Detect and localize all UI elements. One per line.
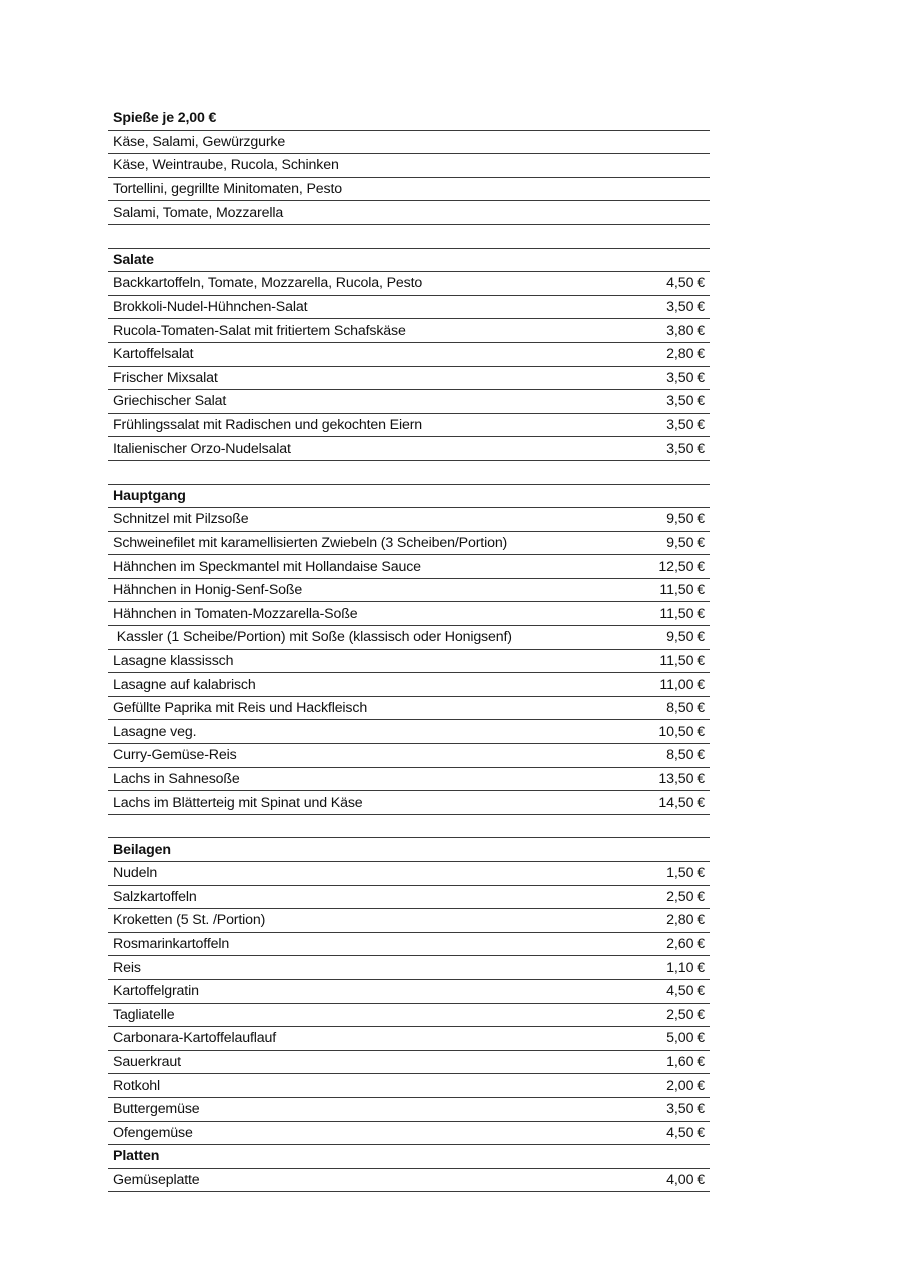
menu-item-name: Griechischer Salat (113, 393, 227, 410)
section-header (108, 249, 710, 273)
menu-item-row (108, 131, 710, 155)
menu-section-salate (108, 249, 710, 485)
section-title: Beilagen (113, 841, 171, 858)
menu-item-price: 3,50 € (666, 299, 705, 316)
menu-item-name: Frühlingssalat mit Radischen und gekochten Eiern (113, 417, 423, 434)
menu-item-row (108, 343, 710, 367)
menu-item-row (108, 862, 710, 886)
menu-item-name: Salzkartoffeln (113, 888, 197, 905)
menu-item-name: Sauerkraut (113, 1054, 181, 1071)
menu-item-price: 11,50 € (659, 605, 705, 622)
section-header (108, 107, 710, 131)
menu-item-name: Lachs im Blätterteig mit Spinat und Käse (113, 794, 363, 811)
menu-item-row (108, 579, 710, 603)
menu-item-price: 8,50 € (666, 700, 705, 717)
menu-item-name: Lasagne auf kalabrisch (113, 676, 256, 693)
menu-item-price: 11,00 € (659, 676, 705, 693)
menu-item-name: Rosmarinkartoffeln (113, 936, 230, 953)
menu-item-name: Hähnchen in Honig-Senf-Soße (113, 582, 303, 599)
menu-item-row (108, 296, 710, 320)
menu-item-price: 4,50 € (666, 275, 705, 292)
menu-item-name: Backkartoffeln, Tomate, Mozzarella, Rucola, Pesto (113, 275, 423, 292)
menu-item-name: Kroketten (5 St. /Portion) (113, 912, 266, 929)
menu-item-row (108, 744, 710, 768)
menu-item-name: Rucola-Tomaten-Salat mit fritiertem Schafskäse (113, 322, 406, 339)
blank-separator-row (108, 815, 710, 839)
section-header (108, 1145, 710, 1169)
menu-item-row (108, 1004, 710, 1028)
menu-item-name: Salami, Tomate, Mozzarella (113, 204, 284, 221)
menu-item-price: 13,50 € (658, 770, 705, 787)
menu-item-price: 4,50 € (666, 1124, 705, 1141)
menu-item-row (108, 1122, 710, 1146)
menu-item-row (108, 1051, 710, 1075)
menu-item-row (108, 437, 710, 461)
menu-item-price: 3,50 € (666, 369, 705, 386)
menu-item-name: Brokkoli-Nudel-Hühnchen-Salat (113, 299, 308, 316)
menu-item-name: Käse, Weintraube, Rucola, Schinken (113, 157, 339, 174)
menu-item-name: Buttergemüse (113, 1101, 200, 1118)
menu-item-price: 2,00 € (666, 1077, 705, 1094)
menu-item-name: Hähnchen in Tomaten-Mozzarella-Soße (113, 605, 358, 622)
menu-item-price: 9,50 € (666, 511, 705, 528)
menu-item-name: Nudeln (113, 865, 158, 882)
menu-item-price: 2,50 € (666, 888, 705, 905)
menu-item-price: 2,80 € (666, 346, 705, 363)
menu-item-price: 4,00 € (666, 1172, 705, 1189)
menu-item-name: Rotkohl (113, 1077, 161, 1094)
menu-item-row (108, 390, 710, 414)
menu-section-beilagen (108, 838, 710, 1145)
menu-item-row (108, 720, 710, 744)
menu-item-row (108, 933, 710, 957)
menu-item-price: 3,50 € (666, 1101, 705, 1118)
menu-item-row (108, 201, 710, 225)
menu-item-name: Kassler (1 Scheibe/Portion) mit Soße (klassisch oder Honigsenf) (113, 629, 512, 646)
menu-item-name: Curry-Gemüse-Reis (113, 747, 237, 764)
menu-item-price: 2,80 € (666, 912, 705, 929)
menu-item-name: Ofengemüse (113, 1124, 193, 1141)
menu-item-name: Schweinefilet mit karamellisierten Zwiebeln (3 Scheiben/Portion) (113, 534, 508, 551)
menu-item-name: Lasagne veg. (113, 723, 197, 740)
menu-item-row (108, 697, 710, 721)
menu-item-name: Tortellini, gegrillte Minitomaten, Pesto (113, 181, 342, 198)
menu-item-row (108, 272, 710, 296)
menu-item-name: Käse, Salami, Gewürzgurke (113, 133, 286, 150)
menu-item-row (108, 1169, 710, 1193)
menu-item-price: 3,50 € (666, 417, 705, 434)
menu-item-row (108, 178, 710, 202)
menu-item-name: Gefüllte Paprika mit Reis und Hackfleisch (113, 700, 368, 717)
menu-item-price: 3,50 € (666, 440, 705, 457)
section-title: Hauptgang (113, 487, 186, 504)
menu-item-price: 1,10 € (666, 959, 705, 976)
menu-item-name: Kartoffelsalat (113, 346, 194, 363)
menu-item-price: 5,00 € (666, 1030, 705, 1047)
section-header (108, 485, 710, 509)
menu-item-price: 1,60 € (666, 1054, 705, 1071)
menu-item-row (108, 956, 710, 980)
menu-item-name: Tagliatelle (113, 1006, 175, 1023)
menu-item-price: 2,50 € (666, 1006, 705, 1023)
menu-section-spiee (108, 107, 710, 249)
menu-item-price: 11,50 € (659, 582, 705, 599)
blank-separator-row (108, 225, 710, 249)
menu-item-row (108, 791, 710, 815)
menu-item-name: Lasagne klassissch (113, 652, 234, 669)
menu-section-platten (108, 1145, 710, 1192)
menu-item-row (108, 555, 710, 579)
menu-item-row (108, 650, 710, 674)
menu-item-name: Reis (113, 959, 141, 976)
menu-item-row (108, 673, 710, 697)
menu-item-name: Kartoffelgratin (113, 983, 199, 1000)
menu-section-hauptgang (108, 485, 710, 839)
menu-item-price: 3,80 € (666, 322, 705, 339)
menu-item-row (108, 367, 710, 391)
blank-separator-row (108, 461, 710, 485)
menu-item-name: Gemüseplatte (113, 1172, 200, 1189)
menu-item-price: 2,60 € (666, 936, 705, 953)
section-title: Platten (113, 1148, 160, 1165)
menu-item-row (108, 154, 710, 178)
menu-item-name: Lachs in Sahnesoße (113, 770, 240, 787)
menu-item-row (108, 1027, 710, 1051)
menu-item-price: 14,50 € (658, 794, 705, 811)
menu-item-row (108, 1098, 710, 1122)
menu-item-row (108, 508, 710, 532)
menu-item-name: Schnitzel mit Pilzsoße (113, 511, 249, 528)
section-title: Spieße je 2,00 € (113, 110, 217, 127)
menu-price-list (108, 107, 710, 1192)
menu-item-price: 8,50 € (666, 747, 705, 764)
menu-item-price: 4,50 € (666, 983, 705, 1000)
menu-item-price: 3,50 € (666, 393, 705, 410)
menu-item-row (108, 602, 710, 626)
section-header (108, 838, 710, 862)
menu-item-name: Italienischer Orzo-Nudelsalat (113, 440, 291, 457)
menu-item-row (108, 886, 710, 910)
menu-item-price: 10,50 € (658, 723, 705, 740)
menu-item-row (108, 532, 710, 556)
menu-item-price: 12,50 € (658, 558, 705, 575)
menu-item-row (108, 626, 710, 650)
menu-item-name: Hähnchen im Speckmantel mit Hollandaise Sauce (113, 558, 421, 575)
menu-item-row (108, 768, 710, 792)
menu-item-price: 9,50 € (666, 534, 705, 551)
menu-item-price: 11,50 € (659, 652, 705, 669)
menu-item-row (108, 980, 710, 1004)
menu-item-price: 9,50 € (666, 629, 705, 646)
menu-item-row (108, 414, 710, 438)
menu-item-name: Frischer Mixsalat (113, 369, 218, 386)
menu-item-price: 1,50 € (666, 865, 705, 882)
menu-item-row (108, 909, 710, 933)
section-title: Salate (113, 251, 154, 268)
menu-item-name: Carbonara-Kartoffelauflauf (113, 1030, 277, 1047)
menu-item-row (108, 319, 710, 343)
menu-item-row (108, 1074, 710, 1098)
